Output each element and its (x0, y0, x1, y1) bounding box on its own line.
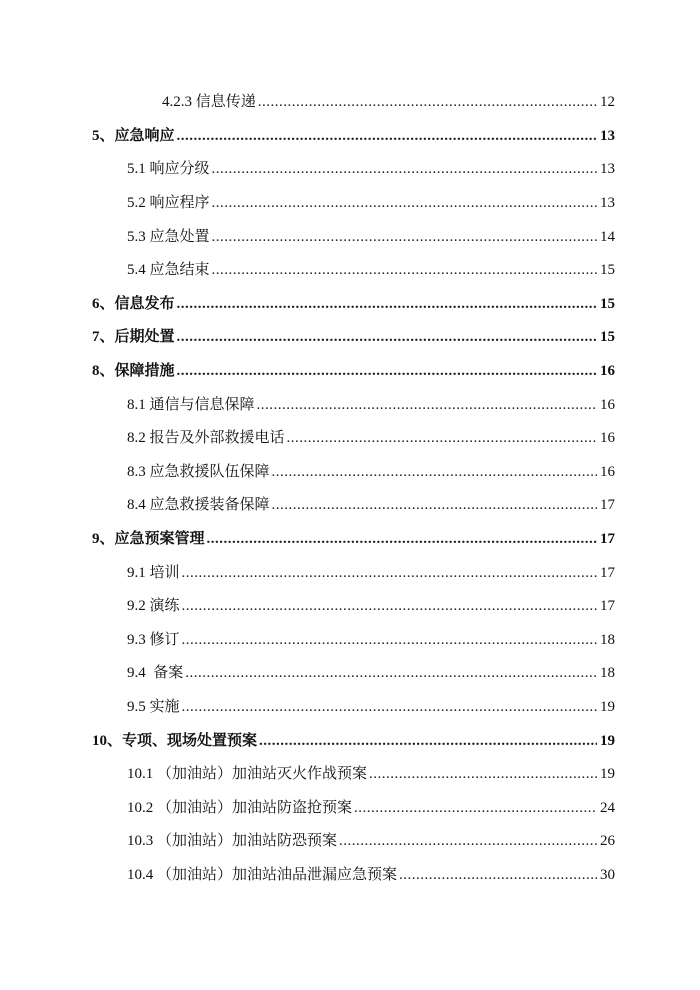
toc-leader-dots (212, 195, 597, 212)
toc-leader-dots (182, 632, 597, 649)
toc-entry-9-4[interactable] (0, 655, 700, 689)
toc-entry-page: 15 (600, 329, 615, 346)
toc-leader-dots (257, 397, 597, 414)
toc-entry-page: 16 (600, 396, 615, 413)
toc-entry-page: 13 (600, 195, 615, 212)
toc-entry-title: 5.2 响应程序 (127, 195, 210, 212)
toc-entry-page: 19 (600, 698, 615, 715)
toc-entry-10-2[interactable] (0, 789, 700, 823)
toc-entry-8-1[interactable] (0, 386, 700, 420)
toc-entry-title: 8、保障措施 (92, 363, 175, 380)
toc-entry-page: 16 (600, 430, 615, 447)
toc-entry-9-2[interactable] (0, 588, 700, 622)
toc-entry-title: 5.1 响应分级 (127, 161, 210, 178)
toc-entry-page: 17 (600, 497, 615, 514)
toc-entry-10-1[interactable] (0, 756, 700, 790)
toc-entry-title: 8.2 报告及外部救援电话 (127, 430, 285, 447)
toc-entry-title: 5.4 应急结束 (127, 262, 210, 279)
toc-entry-title: 7、后期处置 (92, 329, 175, 346)
toc-entry-page: 30 (600, 866, 615, 883)
toc-leader-dots (272, 464, 597, 481)
toc-leader-dots (212, 262, 597, 279)
toc-entry-title: 8.3 应急救援队伍保障 (127, 463, 270, 480)
toc-entry-page: 15 (600, 262, 615, 279)
toc-entry-title: 6、信息发布 (92, 295, 175, 312)
toc-leader-dots (177, 296, 597, 313)
toc-entry-title: 5、应急响应 (92, 127, 175, 144)
toc-entry-title: 10.4 （加油站）加油站油品泄漏应急预案 (127, 866, 398, 883)
toc-entry-8-3[interactable] (0, 454, 700, 488)
toc-entry-title: 9.1 培训 (127, 564, 180, 581)
toc-entry-10[interactable] (0, 722, 700, 756)
toc-entry-title: 10.1 （加油站）加油站灭火作战预案 (127, 766, 368, 783)
toc-entry-page: 16 (600, 363, 615, 380)
toc-entry-10-4[interactable] (0, 857, 700, 891)
toc-entry-9-3[interactable] (0, 622, 700, 656)
toc-entry-page: 19 (600, 766, 615, 783)
toc-entry-title: 9.4 备案 (127, 665, 184, 682)
toc-leader-dots (185, 665, 597, 682)
toc-entry-page: 18 (600, 631, 615, 648)
toc-entry-page: 19 (600, 732, 615, 749)
toc-entry-title: 9.5 实施 (127, 698, 180, 715)
toc-entry-10-3[interactable] (0, 823, 700, 857)
toc-entry-page: 13 (600, 161, 615, 178)
toc-entry-title: 8.4 应急救援装备保障 (127, 497, 270, 514)
toc-entry-page: 18 (600, 665, 615, 682)
toc-leader-dots (287, 430, 597, 447)
toc-leader-dots (399, 867, 597, 884)
toc-entry-title: 10、专项、现场处置预案 (92, 732, 258, 749)
toc-entry-title: 10.3 （加油站）加油站防恐预案 (127, 833, 338, 850)
toc-leader-dots (212, 161, 597, 178)
toc-leader-dots (259, 733, 597, 750)
toc-entry-page: 17 (600, 598, 615, 615)
toc-entry-4-2-3[interactable] (0, 84, 700, 118)
toc-leader-dots (339, 833, 597, 850)
toc-entry-6[interactable] (0, 286, 700, 320)
toc-entry-5[interactable] (0, 118, 700, 152)
toc-entry-title: 5.3 应急处置 (127, 228, 210, 245)
toc-entry-5-3[interactable] (0, 218, 700, 252)
toc-leader-dots (182, 598, 597, 615)
toc-entry-page: 13 (600, 127, 615, 144)
toc-entry-page: 15 (600, 295, 615, 312)
toc-entry-page: 24 (600, 799, 615, 816)
toc-entry-8-4[interactable] (0, 487, 700, 521)
toc-leader-dots (177, 329, 597, 346)
toc-leader-dots (258, 94, 597, 111)
toc-entry-8-2[interactable] (0, 420, 700, 454)
toc-entry-title: 9.3 修订 (127, 631, 180, 648)
toc-entry-title: 9、应急预案管理 (92, 531, 205, 548)
toc-leader-dots (182, 565, 597, 582)
toc-entry-page: 17 (600, 531, 615, 548)
toc-entry-title: 4.2.3 信息传递 (162, 94, 256, 111)
toc-entry-page: 12 (600, 94, 615, 111)
toc-leader-dots (212, 229, 597, 246)
toc-entry-9[interactable] (0, 521, 700, 555)
toc-leader-dots (182, 699, 597, 716)
toc-entry-title: 10.2 （加油站）加油站防盗抢预案 (127, 799, 353, 816)
toc-entry-title: 9.2 演练 (127, 598, 180, 615)
toc-entry-page: 16 (600, 463, 615, 480)
toc-leader-dots (177, 363, 597, 380)
toc-entry-page: 26 (600, 833, 615, 850)
toc-entry-5-4[interactable] (0, 252, 700, 286)
toc-leader-dots (354, 800, 597, 817)
toc-entry-7[interactable] (0, 319, 700, 353)
toc-entry-page: 14 (600, 228, 615, 245)
toc-entry-5-1[interactable] (0, 151, 700, 185)
toc-entry-page: 17 (600, 564, 615, 581)
toc-leader-dots (177, 128, 597, 145)
toc-entry-title: 8.1 通信与信息保障 (127, 396, 255, 413)
toc-leader-dots (369, 766, 597, 783)
toc-entry-5-2[interactable] (0, 185, 700, 219)
toc-entry-9-1[interactable] (0, 554, 700, 588)
toc-entry-9-5[interactable] (0, 689, 700, 723)
toc-leader-dots (272, 497, 597, 514)
toc-entry-8[interactable] (0, 353, 700, 387)
table-of-contents (0, 84, 700, 890)
toc-leader-dots (207, 531, 597, 548)
